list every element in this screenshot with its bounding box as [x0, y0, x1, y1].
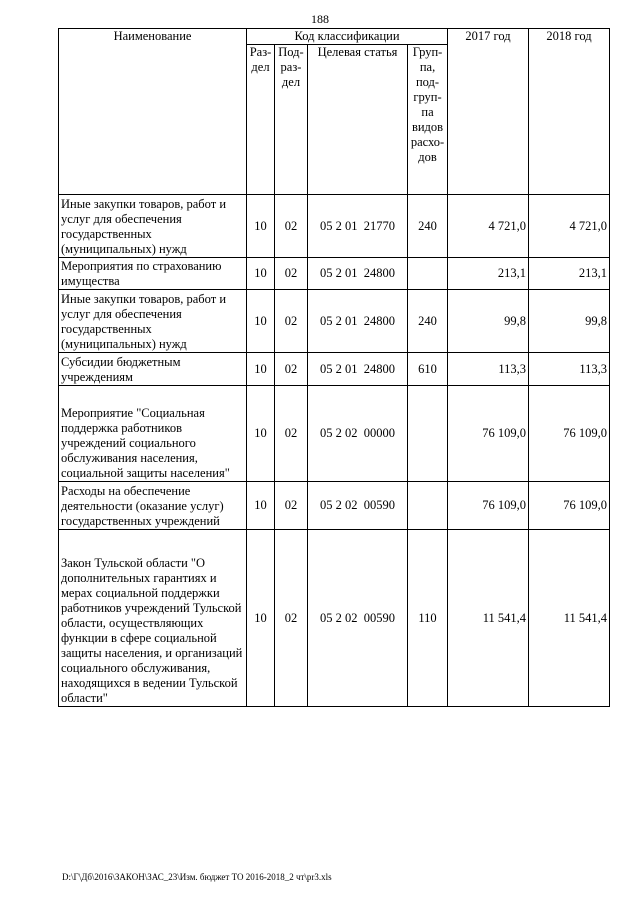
row-subsection: 02 — [275, 482, 308, 530]
header-section: Раз- дел — [247, 45, 275, 195]
row-expense-group — [408, 386, 448, 482]
header-expense-group: Груп- па, под- груп- па видов расхо- дов — [408, 45, 448, 195]
row-target-article: 05 2 02 00000 — [308, 386, 408, 482]
row-expense-group — [408, 258, 448, 290]
row-amount-2018: 76 109,0 — [529, 482, 610, 530]
row-name: Закон Тульской области "О дополнительных гарантиях и мерах социальной поддержки работников учреждений Тульской области, осуществляющих функции в сфере социальной защиты населения, и организаций социального обслуживания, находящихся в ведении Тульской области" — [59, 530, 247, 707]
row-section: 10 — [247, 353, 275, 386]
page-number: 188 — [311, 12, 329, 26]
table-row — [59, 482, 610, 530]
row-name: Мероприятие "Социальная поддержка работников учреждений социального обслуживания населения, социальной защиты населения" — [59, 386, 247, 482]
row-name: Иные закупки товаров, работ и услуг для обеспечения государственных (муниципальных) нужд — [59, 290, 247, 353]
table-row — [59, 258, 610, 290]
row-section: 10 — [247, 386, 275, 482]
header-year-2018: 2018 год — [529, 29, 610, 195]
row-amount-2017: 213,1 — [448, 258, 529, 290]
row-expense-group: 240 — [408, 290, 448, 353]
row-name: Субсидии бюджетным учреждениям — [59, 353, 247, 386]
row-amount-2018: 4 721,0 — [529, 195, 610, 258]
row-section: 10 — [247, 258, 275, 290]
row-expense-group: 240 — [408, 195, 448, 258]
row-amount-2017: 4 721,0 — [448, 195, 529, 258]
row-amount-2018: 76 109,0 — [529, 386, 610, 482]
row-amount-2017: 11 541,4 — [448, 530, 529, 707]
row-subsection: 02 — [275, 258, 308, 290]
row-target-article: 05 2 02 00590 — [308, 482, 408, 530]
table-row — [59, 353, 610, 386]
row-amount-2018: 11 541,4 — [529, 530, 610, 707]
table-row — [59, 195, 610, 258]
table-row — [59, 530, 610, 707]
row-amount-2017: 113,3 — [448, 353, 529, 386]
row-expense-group: 110 — [408, 530, 448, 707]
table-row — [59, 290, 610, 353]
row-amount-2018: 213,1 — [529, 258, 610, 290]
row-target-article: 05 2 01 24800 — [308, 258, 408, 290]
header-name: Наименование — [59, 29, 247, 195]
row-subsection: 02 — [275, 290, 308, 353]
row-amount-2018: 99,8 — [529, 290, 610, 353]
budget-table — [58, 28, 610, 707]
row-section: 10 — [247, 530, 275, 707]
row-amount-2017: 76 109,0 — [448, 482, 529, 530]
row-target-article: 05 2 01 24800 — [308, 290, 408, 353]
row-amount-2018: 113,3 — [529, 353, 610, 386]
row-subsection: 02 — [275, 530, 308, 707]
row-section: 10 — [247, 482, 275, 530]
row-expense-group: 610 — [408, 353, 448, 386]
row-name: Мероприятия по страхованию имущества — [59, 258, 247, 290]
row-subsection: 02 — [275, 386, 308, 482]
row-target-article: 05 2 02 00590 — [308, 530, 408, 707]
row-subsection: 02 — [275, 195, 308, 258]
table-row — [59, 386, 610, 482]
row-name: Иные закупки товаров, работ и услуг для обеспечения государственных (муниципальных) нужд — [59, 195, 247, 258]
file-path-footer: D:\Г\Дб\2016\ЗАКОН\ЗАС_23\Изм. бюджет ТО 2016-2018_2 чт\pr3.xls — [62, 872, 332, 882]
header-year-2017: 2017 год — [448, 29, 529, 195]
header-target: Целевая статья — [308, 45, 408, 195]
row-target-article: 05 2 01 24800 — [308, 353, 408, 386]
row-amount-2017: 76 109,0 — [448, 386, 529, 482]
row-subsection: 02 — [275, 353, 308, 386]
row-target-article: 05 2 01 21770 — [308, 195, 408, 258]
row-section: 10 — [247, 195, 275, 258]
row-name: Расходы на обеспечение деятельности (оказание услуг) государственных учреждений — [59, 482, 247, 530]
row-amount-2017: 99,8 — [448, 290, 529, 353]
row-section: 10 — [247, 290, 275, 353]
header-classification: Код классификации — [247, 29, 448, 45]
header-subsection: Под- раз- дел — [275, 45, 308, 195]
row-expense-group — [408, 482, 448, 530]
